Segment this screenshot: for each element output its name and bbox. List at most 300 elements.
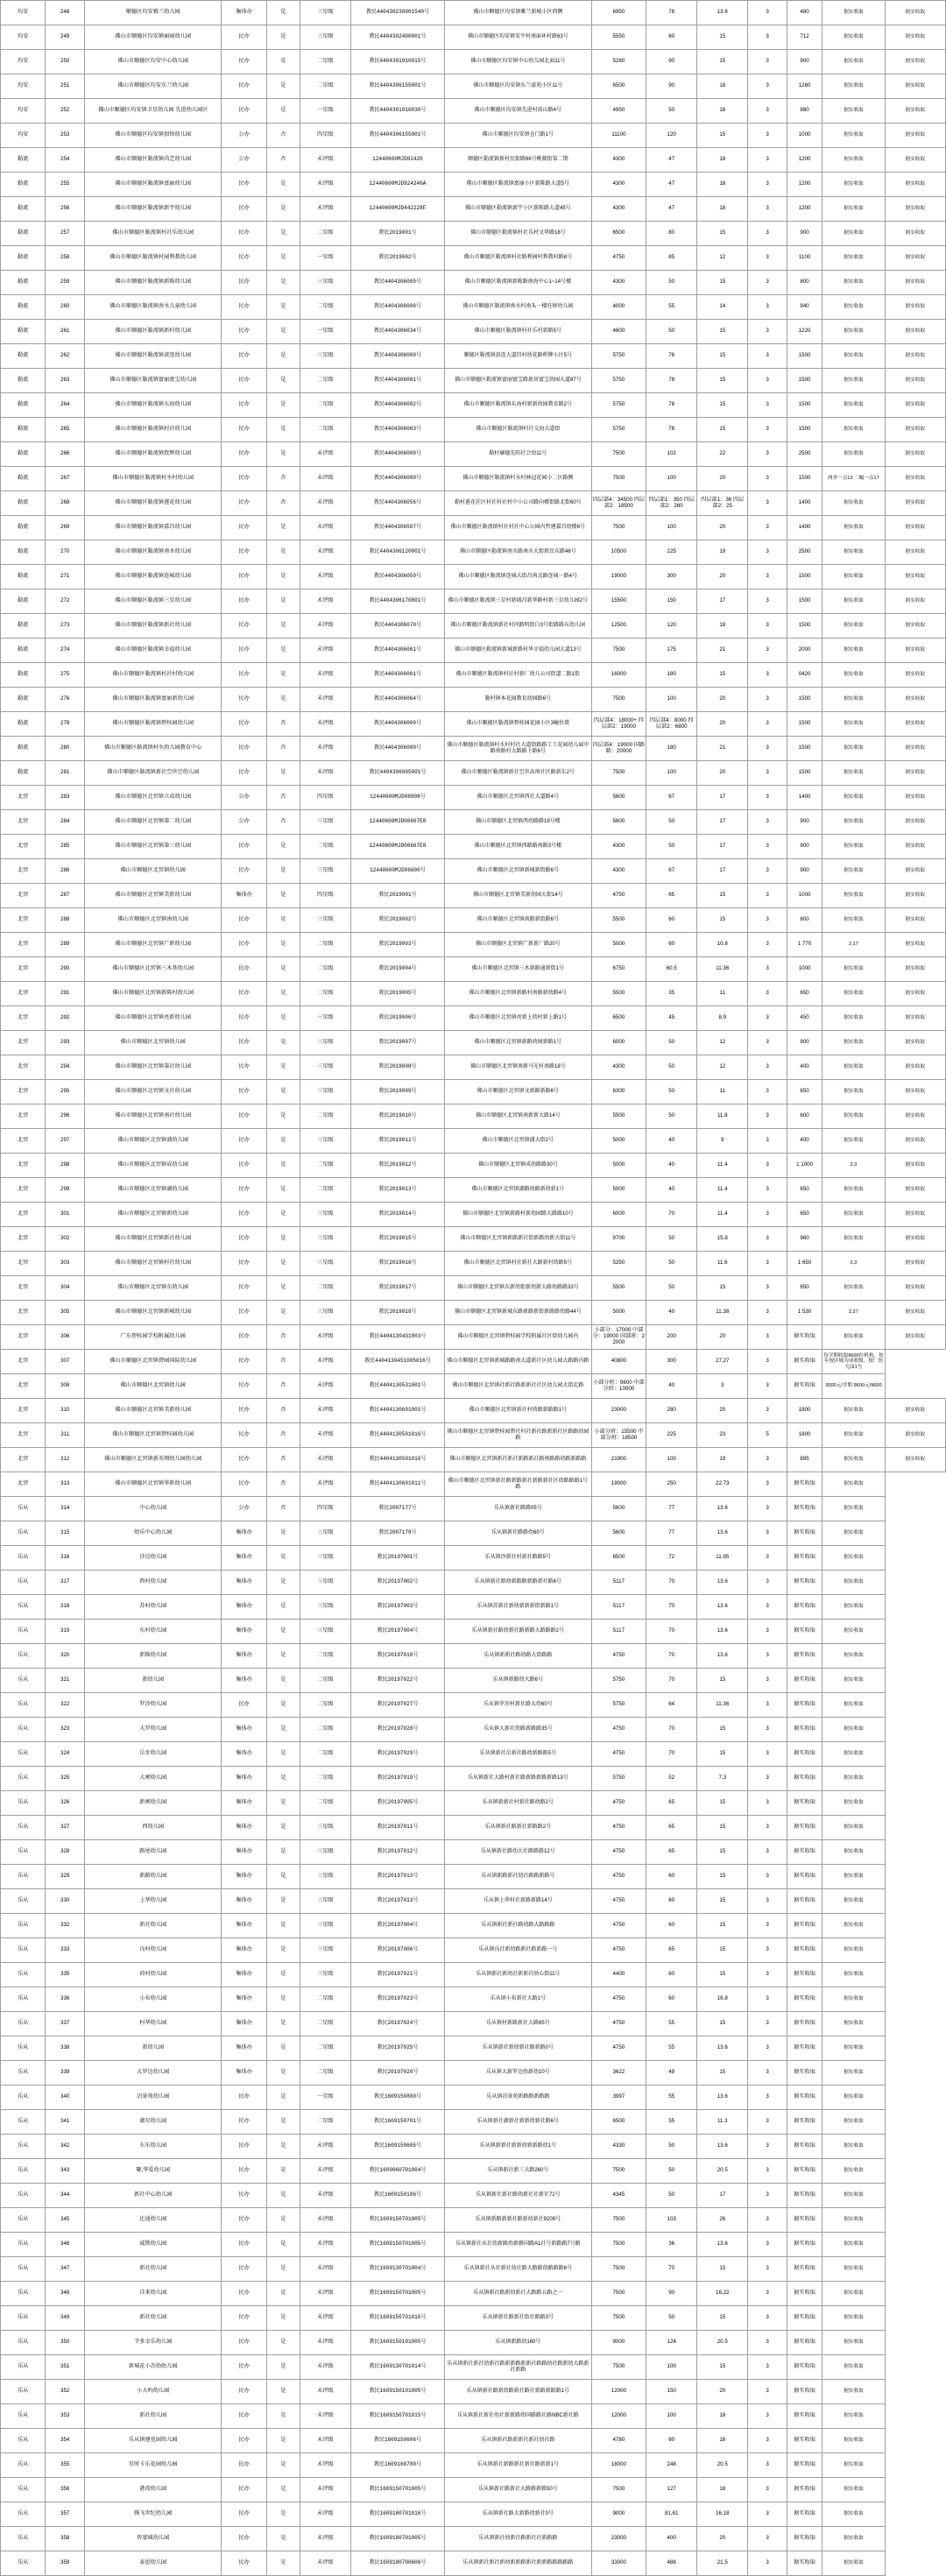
table-cell[interactable]: 乐从 [1, 1718, 46, 1742]
table-cell[interactable]: 4750 [591, 1644, 646, 1669]
table-cell[interactable]: 北窖 [1, 859, 46, 884]
table-cell[interactable]: 教民20197004号 [350, 1620, 444, 1644]
table-cell[interactable]: 教民4404306005号 [350, 271, 444, 295]
table-cell[interactable]: 未评级 [300, 2478, 350, 2502]
table-cell[interactable]: 据实收取 [787, 1889, 822, 1914]
table-cell[interactable]: 佛山市顺德区北窖镇浦大街2号 [445, 1129, 592, 1154]
table-cell[interactable]: 三星级 [300, 1865, 350, 1889]
table-cell[interactable]: 未评级 [300, 148, 350, 173]
table-cell[interactable]: 教民2019012号 [350, 1154, 444, 1178]
table-cell[interactable]: 佛山市顺德区均安镇仓门路1号 [445, 124, 592, 148]
table-cell[interactable]: 均安 [1, 99, 46, 124]
table-cell[interactable]: 良村幼儿园 [85, 1938, 222, 1963]
table-cell[interactable]: 是 [266, 1252, 300, 1276]
table-cell[interactable]: 据实收取 [822, 761, 885, 786]
table-cell[interactable]: 新社幼儿园 [85, 2257, 222, 2282]
table-cell[interactable]: 港湾幼儿园 [85, 2478, 222, 2502]
table-cell[interactable]: 3 [748, 786, 787, 810]
table-cell[interactable]: 3 [748, 148, 787, 173]
table-cell[interactable]: 3 [748, 1276, 787, 1301]
table-cell[interactable]: 公办 [222, 148, 266, 173]
table-row[interactable] [1, 2086, 946, 2110]
table-cell[interactable]: 据实收取 [885, 982, 945, 1006]
table-cell[interactable]: 民办 [222, 2184, 266, 2208]
table-cell[interactable]: 85 [646, 246, 697, 271]
table-cell[interactable]: 3 [748, 688, 787, 712]
table-cell[interactable]: 据实收取 [885, 712, 945, 737]
table-cell[interactable]: 是 [266, 271, 300, 295]
table-cell[interactable]: 乐从 [1, 2478, 46, 2502]
table-cell[interactable]: 是 [266, 197, 300, 222]
table-cell[interactable]: 据实收取 [885, 25, 945, 50]
table-cell[interactable]: 乐从镇新社路新社大路路新路50号 [445, 2478, 592, 2502]
table-cell[interactable]: 是 [266, 2282, 300, 2306]
table-row[interactable] [1, 2380, 946, 2404]
table-row[interactable] [1, 2404, 946, 2429]
table-cell[interactable]: 3 [748, 124, 787, 148]
table-cell[interactable]: 是 [266, 1620, 300, 1644]
table-cell[interactable]: 佛山市顺德区北窖镇美新幼园大街14号 [445, 884, 592, 908]
table-cell[interactable]: 新社幼儿园 [85, 2404, 222, 2429]
table-cell[interactable]: 二星级 [300, 957, 350, 982]
table-cell[interactable]: 359 [46, 2551, 85, 2576]
table-cell[interactable]: 15 [697, 124, 748, 148]
table-cell[interactable]: 教民2019003号 [350, 933, 444, 957]
table-row[interactable] [1, 639, 946, 663]
table-cell[interactable]: 新城花小苏幼幼儿园 [85, 2355, 222, 2380]
table-cell[interactable]: 3 [748, 197, 787, 222]
table-cell[interactable]: 佛山市顺德区均安镇卫星幼儿园 先进幼儿园区 [85, 99, 222, 124]
table-cell[interactable]: 佛山市顺德区北窖镇三木新路通新街1号 [445, 957, 592, 982]
table-cell[interactable]: 3 [748, 1031, 787, 1055]
table-row[interactable] [1, 2036, 946, 2061]
table-cell[interactable]: 民办 [222, 957, 266, 982]
table-row[interactable] [1, 957, 946, 982]
table-cell[interactable]: 教民4404306082号 [350, 393, 444, 418]
table-cell[interactable]: 488 [646, 2551, 697, 2576]
table-cell[interactable]: 3 [748, 810, 787, 835]
table-row[interactable] [1, 2184, 946, 2208]
table-cell[interactable]: 是 [266, 1570, 300, 1595]
table-cell[interactable]: 4300 [591, 148, 646, 173]
table-cell[interactable]: 乐从 [1, 2110, 46, 2135]
table-cell[interactable]: 教民4404306155001号 [350, 74, 444, 99]
table-cell[interactable]: 是 [266, 2184, 300, 2208]
table-cell[interactable]: 据实收取 [885, 124, 945, 148]
table-cell[interactable]: 据实收取 [822, 1816, 885, 1840]
table-cell[interactable]: 勒流 [1, 491, 46, 516]
table-cell[interactable]: 未评级 [300, 1448, 350, 1472]
table-cell[interactable]: 否 [266, 124, 300, 148]
table-cell[interactable]: 佛山市顺德区北窖镇村社新社大路新村幼路5号 [445, 1252, 592, 1276]
table-cell[interactable]: 佛山市顺德区勒流镇南水儿童幼儿园 [85, 295, 222, 320]
table-cell[interactable]: 三星级 [300, 1252, 350, 1276]
table-cell[interactable]: 5600 [591, 1521, 646, 1546]
table-cell[interactable]: 两舍一点13 三幅一点17 [822, 467, 885, 491]
table-cell[interactable]: 教民440430230001540号 [350, 1, 444, 25]
table-cell[interactable]: 教民4404130501016号 [350, 1423, 444, 1448]
table-cell[interactable]: 11 [697, 1080, 748, 1105]
table-cell[interactable]: 是 [266, 1227, 300, 1252]
table-row[interactable] [1, 1374, 946, 1399]
table-cell[interactable]: 319 [46, 1620, 85, 1644]
table-cell[interactable]: 四层部4：18000+ 四层部2：19000 [591, 712, 646, 737]
table-cell[interactable]: 据实收取 [787, 2282, 822, 2306]
table-cell[interactable]: 3 [748, 1987, 787, 2012]
table-row[interactable] [1, 1521, 946, 1546]
table-cell[interactable]: 269 [46, 516, 85, 540]
table-cell[interactable]: 65 [646, 1791, 697, 1816]
table-cell[interactable]: 教民2019010号 [350, 1105, 444, 1129]
table-cell[interactable]: 民办 [222, 1006, 266, 1031]
table-cell[interactable]: 27,27 [697, 1350, 748, 1374]
table-row[interactable] [1, 393, 946, 418]
table-cell[interactable]: 300 [646, 565, 697, 589]
table-row[interactable] [1, 1350, 946, 1374]
table-cell[interactable]: 6500 [591, 1006, 646, 1031]
table-cell[interactable]: 北窖 [1, 1472, 46, 1497]
table-cell[interactable]: 940 [787, 295, 822, 320]
table-cell[interactable]: 据实收取 [822, 2257, 885, 2282]
table-cell[interactable]: 5600 [591, 810, 646, 835]
table-cell[interactable]: 广东碧桂园学校附属幼儿园 [85, 1325, 222, 1350]
table-cell[interactable]: 据实收取 [822, 1742, 885, 1767]
table-cell[interactable]: 教民2019002号 [350, 246, 444, 271]
table-cell[interactable]: 据实收取 [787, 1350, 822, 1374]
table-cell[interactable]: 310 [46, 1399, 85, 1423]
table-cell[interactable]: 勒流 [1, 393, 46, 418]
table-cell[interactable]: 民办 [222, 2429, 266, 2453]
table-cell[interactable]: 50 [646, 99, 697, 124]
table-cell[interactable]: 佛山市顺德区勒流镇新城新路村华幸福幼儿园大道13号 [445, 639, 592, 663]
table-cell[interactable]: 北窖 [1, 1129, 46, 1154]
table-cell[interactable]: 355 [46, 2453, 85, 2478]
table-cell[interactable]: 民办 [222, 565, 266, 589]
table-cell[interactable]: 民办 [222, 2233, 266, 2257]
table-cell[interactable]: 教民2019002号 [350, 908, 444, 933]
table-cell[interactable]: 124 [646, 2331, 697, 2355]
table-cell[interactable]: 乐从镇新路新新社路新幼新社9209号 [445, 2208, 592, 2233]
table-cell[interactable]: 900 [787, 835, 822, 859]
table-cell[interactable]: 佛山市顺德区北窖镇立成幼儿园 [85, 786, 222, 810]
table-cell[interactable]: 是 [266, 688, 300, 712]
table-cell[interactable]: 三星级 [300, 1963, 350, 1987]
table-cell[interactable]: 72 [646, 1546, 697, 1570]
table-cell[interactable]: 341 [46, 2110, 85, 2135]
table-cell[interactable]: 教民2019011号 [350, 1129, 444, 1154]
table-cell[interactable]: 否 [266, 467, 300, 491]
table-cell[interactable]: 900 [787, 1031, 822, 1055]
table-cell[interactable]: 据实收取 [885, 688, 945, 712]
table-cell[interactable]: 据实收取 [822, 2453, 885, 2478]
table-cell[interactable]: 3 [748, 1006, 787, 1031]
table-cell[interactable]: 是 [266, 418, 300, 442]
table-cell[interactable]: 321 [46, 1669, 85, 1693]
table-cell[interactable]: 180 [646, 663, 697, 688]
table-cell[interactable]: 272 [46, 589, 85, 614]
table-cell[interactable]: 11.3 [697, 2110, 748, 2135]
table-cell[interactable]: 佛山市顺德区北窖镇亮新上幼村新上路1号 [445, 1006, 592, 1031]
table-row[interactable] [1, 1178, 946, 1203]
table-cell[interactable]: 未评级 [300, 2355, 350, 2380]
table-cell[interactable]: 未评级 [300, 442, 350, 467]
table-cell[interactable]: 是 [266, 761, 300, 786]
table-cell[interactable]: 四星级 [300, 124, 350, 148]
table-cell[interactable]: 据实收取 [822, 786, 885, 810]
table-cell[interactable]: 佛山市顺德区北窖镇美新幼儿园 [85, 884, 222, 908]
table-cell[interactable]: 据实收取 [885, 1154, 945, 1178]
table-row[interactable] [1, 1546, 946, 1570]
table-cell[interactable]: 12500 [591, 614, 646, 639]
table-cell[interactable]: 3 [748, 344, 787, 369]
table-cell[interactable]: 22 [697, 442, 748, 467]
table-row[interactable] [1, 2331, 946, 2355]
table-row[interactable] [1, 50, 946, 74]
table-cell[interactable]: 3 [748, 2551, 787, 2576]
table-row[interactable] [1, 810, 946, 835]
table-cell[interactable]: 15 [697, 1889, 748, 1914]
table-cell[interactable]: 13.6 [697, 2233, 748, 2257]
table-cell[interactable]: 乐从 [1, 2331, 46, 2355]
table-cell[interactable]: 据实收取 [822, 1644, 885, 1669]
table-cell[interactable]: 乐从 [1, 1865, 46, 1889]
table-cell[interactable]: 佛山市顺德区北窖镇幼儿园 [85, 1031, 222, 1055]
table-cell[interactable]: 15 [697, 2306, 748, 2331]
table-cell[interactable]: 15 [697, 1816, 748, 1840]
table-cell[interactable]: 乐从镇苏新社新幼新新新街新路1号 [445, 1595, 592, 1620]
table-cell[interactable]: 教民1609150701号 [350, 2110, 444, 2135]
table-cell[interactable]: 15 [697, 418, 748, 442]
table-cell[interactable]: 据实收取 [822, 1497, 885, 1521]
table-cell[interactable]: 5000 [591, 1154, 646, 1178]
table-cell[interactable]: 教民4404306170801号 [350, 589, 444, 614]
table-cell[interactable]: 勒流 [1, 197, 46, 222]
table-cell[interactable]: 是 [266, 442, 300, 467]
table-cell[interactable]: 55 [646, 2086, 697, 2110]
table-cell[interactable]: 据实收取 [822, 2404, 885, 2429]
table-cell[interactable]: 3 [748, 1767, 787, 1791]
table-cell[interactable]: 教民20197006号 [350, 1938, 444, 1963]
table-cell[interactable]: 未评级 [300, 2551, 350, 2576]
table-cell[interactable]: 18 [697, 614, 748, 639]
table-row[interactable] [1, 2453, 946, 2478]
table-cell[interactable]: 6950 [591, 1, 646, 25]
table-cell[interactable]: 佛山市顺德区勒流镇村社幼儿园 [85, 418, 222, 442]
table-cell[interactable]: 300 [646, 1350, 697, 1374]
table-cell[interactable]: 70 [646, 1595, 697, 1620]
table-cell[interactable]: 18 [697, 197, 748, 222]
table-cell[interactable]: 民办 [222, 467, 266, 491]
table-cell[interactable]: 三星级 [300, 1595, 350, 1620]
table-cell[interactable]: 乐从镇新路幼大路6号 [445, 1669, 592, 1693]
table-cell[interactable]: 民办 [222, 25, 266, 50]
table-cell[interactable]: 64 [646, 1693, 697, 1718]
table-cell[interactable]: 3 [748, 1448, 787, 1472]
table-cell[interactable]: 127 [646, 2478, 697, 2502]
table-cell[interactable]: 据实收取 [787, 2527, 822, 2551]
table-cell[interactable]: 47 [646, 173, 697, 197]
table-cell[interactable]: 教民1609150101005号 [350, 2331, 444, 2355]
table-cell[interactable]: 集体办 [222, 1521, 266, 1546]
table-cell[interactable]: 4750 [591, 1889, 646, 1914]
table-cell[interactable]: 未评级 [300, 2380, 350, 2404]
table-cell[interactable]: 均安 [1, 124, 46, 148]
table-cell[interactable]: 6500 [591, 74, 646, 99]
table-cell[interactable]: 1500 [787, 761, 822, 786]
table-cell[interactable]: 教民1609150800号 [350, 2086, 444, 2110]
table-cell[interactable]: 佛山市顺德区勒流镇村社村新厂幼儿公司街道二路1街 [445, 663, 592, 688]
table-cell[interactable]: 据实收取 [885, 1399, 945, 1423]
table-cell[interactable]: 三星级 [300, 271, 350, 295]
table-cell[interactable]: 民办 [222, 1325, 266, 1350]
table-cell[interactable]: 佛山市顺德区勒流镇村水村幼儿园 [85, 467, 222, 491]
table-cell[interactable]: 是 [266, 1718, 300, 1742]
table-cell[interactable]: 是 [266, 246, 300, 271]
table-cell[interactable]: 12000 [591, 2404, 646, 2429]
table-cell[interactable]: 7500 [591, 2257, 646, 2282]
table-cell[interactable]: 据实收取 [822, 1693, 885, 1718]
table-row[interactable] [1, 1914, 946, 1938]
table-cell[interactable]: 佛山市顺德区勒流镇尚艺幼儿园 [85, 148, 222, 173]
table-cell[interactable]: 据实收取 [822, 2086, 885, 2110]
table-cell[interactable]: 是 [266, 1154, 300, 1178]
table-cell[interactable]: 据实收取 [822, 1031, 885, 1055]
table-cell[interactable]: 3 [748, 614, 787, 639]
table-cell[interactable]: 15 [697, 271, 748, 295]
table-cell[interactable]: 12440600MJD442228F [350, 197, 444, 222]
table-cell[interactable]: 北窖 [1, 1350, 46, 1374]
table-cell[interactable]: 50 [646, 1252, 697, 1276]
table-row[interactable] [1, 1129, 946, 1154]
table-cell[interactable]: 据实收取 [822, 295, 885, 320]
table-cell[interactable]: 据实收取 [822, 1129, 885, 1154]
table-cell[interactable]: 二星级 [300, 1178, 350, 1203]
table-row[interactable] [1, 1644, 946, 1669]
table-cell[interactable]: 103 [646, 2208, 697, 2233]
table-cell[interactable]: 17 [697, 786, 748, 810]
table-cell[interactable]: 3 [748, 2036, 787, 2061]
table-row[interactable] [1, 2478, 946, 2502]
table-row[interactable] [1, 2282, 946, 2306]
table-cell[interactable]: 16,22 [697, 2282, 748, 2306]
table-cell[interactable]: 教民2019008号 [350, 1055, 444, 1080]
table-cell[interactable]: 1100 [787, 246, 822, 271]
table-cell[interactable]: 480 [787, 1, 822, 25]
table-cell[interactable]: 勒流 [1, 712, 46, 737]
table-cell[interactable]: 未评级 [300, 712, 350, 737]
table-cell[interactable]: 265 [46, 418, 85, 442]
table-cell[interactable]: 5000 [591, 1129, 646, 1154]
table-cell[interactable]: 一星级 [300, 2086, 350, 2110]
table-cell[interactable]: 353 [46, 2404, 85, 2429]
table-cell[interactable]: 民办 [222, 982, 266, 1006]
table-cell[interactable]: 二星级 [300, 295, 350, 320]
table-cell[interactable]: 据实收取 [885, 295, 945, 320]
table-cell[interactable]: 80 [646, 222, 697, 246]
table-cell[interactable]: 据实收取 [822, 2380, 885, 2404]
table-cell[interactable]: 东村幼儿园 [85, 1620, 222, 1644]
table-cell[interactable]: 二星级 [300, 1693, 350, 1718]
table-cell[interactable]: 3 [748, 1374, 787, 1399]
table-cell[interactable]: 未评级 [300, 639, 350, 663]
table-cell[interactable]: 民办 [222, 1105, 266, 1129]
table-cell[interactable]: 均安 [1, 25, 46, 50]
table-cell[interactable]: 据实收取 [885, 173, 945, 197]
table-cell[interactable]: 乐从 [1, 2208, 46, 2233]
table-cell[interactable]: 13.6 [697, 1570, 748, 1595]
table-cell[interactable]: 教民2019001号 [350, 884, 444, 908]
table-cell[interactable]: 二星级 [300, 982, 350, 1006]
table-cell[interactable]: 60 [646, 1963, 697, 1987]
table-cell[interactable]: 新路幼儿园 [85, 1865, 222, 1889]
table-cell[interactable]: 3 [748, 835, 787, 859]
table-cell[interactable]: 据实收取 [822, 540, 885, 565]
table-cell[interactable]: 据实收取 [787, 2159, 822, 2184]
table-cell[interactable]: 未评级 [300, 2257, 350, 2282]
table-cell[interactable]: 集体办 [222, 2012, 266, 2036]
table-cell[interactable]: 二星级 [300, 2110, 350, 2135]
table-cell[interactable]: 二星级 [300, 1742, 350, 1767]
table-cell[interactable]: 5117 [591, 1620, 646, 1644]
table-cell[interactable]: 据实收取 [885, 1055, 945, 1080]
table-cell[interactable]: 100 [646, 2404, 697, 2429]
table-cell[interactable]: 三星级 [300, 1840, 350, 1865]
table-cell[interactable]: 集体办 [222, 1987, 266, 2012]
table-cell[interactable]: 据实收取 [787, 1914, 822, 1938]
table-cell[interactable]: 16 [697, 2429, 748, 2453]
table-cell[interactable]: 3 [748, 2380, 787, 2404]
table-cell[interactable]: 佛山市顺德区北窖镇第社幼儿园 [85, 1055, 222, 1080]
table-cell[interactable]: 26 [697, 2208, 748, 2233]
table-cell[interactable]: 20 [697, 2527, 748, 2551]
table-cell[interactable]: 泰恩幼儿园 [85, 2551, 222, 2576]
table-cell[interactable]: 佛山市顺德区北窖镇南新马光村南路18号 [445, 1055, 592, 1080]
table-cell[interactable]: 3 [748, 2110, 787, 2135]
table-cell[interactable]: 集体办 [222, 1767, 266, 1791]
table-cell[interactable]: 据实收取 [885, 320, 945, 344]
table-cell[interactable]: 佛山市顺德区勒流镇新陈幼儿园 [85, 271, 222, 295]
table-cell[interactable]: 二星级 [300, 1718, 350, 1742]
table-cell[interactable]: 据实收取 [787, 2453, 822, 2478]
table-cell[interactable]: 教民4404306006号 [350, 295, 444, 320]
table-cell[interactable]: 298 [46, 1154, 85, 1178]
table-cell[interactable]: 5000 [591, 1301, 646, 1325]
table-cell[interactable]: 100 [646, 688, 697, 712]
table-cell[interactable]: 19 [697, 1448, 748, 1472]
table-row[interactable] [1, 1718, 946, 1742]
table-cell[interactable]: 民办 [222, 2502, 266, 2527]
table-cell[interactable]: 3 [748, 2306, 787, 2331]
table-cell[interactable]: 249 [46, 25, 85, 50]
table-cell[interactable]: 356 [46, 2478, 85, 2502]
table-cell[interactable]: 佛山市顺德区勒流镇村水村村社大道街路路工工花园幼儿园中路南路村大路路下路6号 [445, 737, 592, 761]
table-cell[interactable]: 3 [748, 712, 787, 737]
table-cell[interactable]: 100 [646, 2355, 697, 2380]
table-cell[interactable]: 3 [748, 2086, 787, 2110]
table-cell[interactable]: 256 [46, 197, 85, 222]
table-cell[interactable]: 是 [266, 2086, 300, 2110]
table-cell[interactable]: 乐从镇新路幼160号 [445, 2331, 592, 2355]
table-cell[interactable]: 是 [266, 2012, 300, 2036]
table-cell[interactable]: 据实收取 [822, 2061, 885, 2086]
table-cell[interactable]: 19000 [591, 565, 646, 589]
table-cell[interactable]: 12440600MJD06600号 [350, 859, 444, 884]
table-cell[interactable]: 是 [266, 25, 300, 50]
table-cell[interactable]: 据实收取 [822, 2429, 885, 2453]
table-cell[interactable]: 是 [266, 2257, 300, 2282]
table-cell[interactable]: 佛山市顺德区北窖镇社新社路新新社社区幼儿园大街北路 [445, 1374, 592, 1399]
table-cell[interactable]: 教民4404130501016号 [350, 1448, 444, 1472]
